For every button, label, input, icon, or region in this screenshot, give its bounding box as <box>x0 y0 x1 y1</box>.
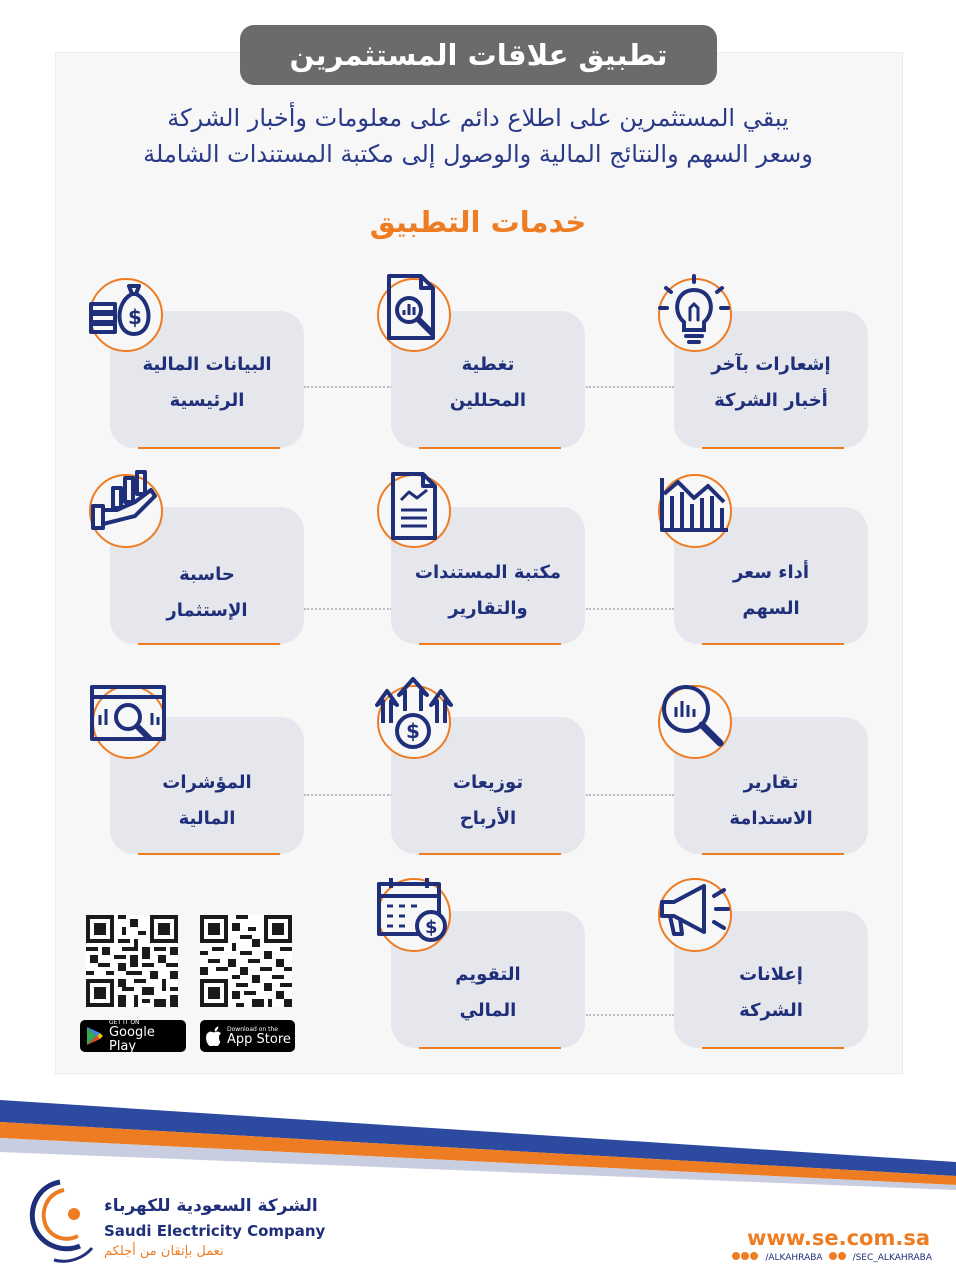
service-label: تغطية المحللين <box>449 354 527 411</box>
megaphone-icon <box>658 878 732 952</box>
qr-code-google-play[interactable] <box>86 915 178 1007</box>
google-play-label: Google Play <box>108 1024 155 1054</box>
money-bag-icon <box>89 278 163 352</box>
qr-pattern <box>86 915 178 1007</box>
google-play-icon <box>86 1026 104 1046</box>
report-document-icon <box>377 474 451 548</box>
service-label: البيانات المالية الرئيسية <box>142 354 272 411</box>
service-label: تقارير الاستدامة <box>729 772 813 829</box>
document-search-icon <box>377 278 451 352</box>
connector <box>586 794 674 796</box>
svg-text:$: $ <box>128 305 142 329</box>
service-label: أداء سعر السهم <box>732 562 810 619</box>
calendar-dollar-icon <box>377 878 451 952</box>
social-icons <box>732 1252 759 1263</box>
company-tagline: نعمل بإتقان من أجلكم <box>104 1244 224 1259</box>
connector <box>586 1014 674 1016</box>
service-label: مكتبة المستندات والتقارير <box>414 562 562 619</box>
service-label: إعلانات الشركة <box>739 964 803 1021</box>
connector <box>586 386 674 388</box>
svg-text:$: $ <box>425 917 438 938</box>
google-play-badge[interactable] <box>80 1020 186 1052</box>
apple-icon <box>206 1026 222 1046</box>
magnifier-chart-icon <box>658 685 732 759</box>
connector <box>304 386 392 388</box>
intro-text <box>90 100 866 172</box>
company-name-en: Saudi Electricity Company <box>104 1222 326 1240</box>
connector <box>304 608 392 610</box>
social-handle-2[interactable]: /SEC_ALKAHRABA <box>852 1252 932 1263</box>
app-store-label: App Store <box>227 1031 291 1047</box>
hand-growth-icon <box>89 474 163 548</box>
dividend-arrows-icon <box>377 685 451 759</box>
dashboard-analytics-icon <box>92 685 166 759</box>
stock-chart-icon <box>658 474 732 548</box>
intro-line-1: يبقي المستثمرين على اطلاع دائم على معلومات وأخبار الشركة <box>167 104 789 132</box>
social-handle-1[interactable]: /ALKAHRABA <box>765 1252 823 1263</box>
app-store-badge[interactable] <box>200 1020 295 1052</box>
services-title: خدمات التطبيق <box>369 205 587 239</box>
website-link[interactable]: www.se.com.sa <box>747 1226 930 1250</box>
connector <box>304 794 392 796</box>
app-store-small: Download on the <box>227 1025 278 1033</box>
service-label: توزيعات الأرباح <box>452 772 524 829</box>
social-icons <box>829 1252 847 1263</box>
service-label: المؤشرات المالية <box>162 772 252 829</box>
service-label: التقويم المالي <box>455 964 521 1021</box>
footer-stripes <box>0 1090 956 1200</box>
intro-line-2: وسعر السهم والنتائج المالية والوصول إلى مكتبة المستندات الشاملة <box>143 140 813 168</box>
svg-text:$: $ <box>406 719 420 743</box>
google-play-small: GET IT ON <box>108 1018 140 1026</box>
service-label: حاسبة الإستثمار <box>166 564 248 621</box>
sec-logo-icon <box>24 1174 98 1266</box>
social-handles <box>732 1252 932 1263</box>
service-label: إشعارات بآخر أخبار الشركة <box>711 354 831 411</box>
company-name-ar: الشركة السعودية للكهرباء <box>104 1196 318 1216</box>
qr-pattern <box>200 915 292 1007</box>
qr-code-app-store[interactable] <box>200 915 292 1007</box>
connector <box>586 608 674 610</box>
page-title: تطبيق علاقات المستثمرين <box>240 25 717 85</box>
lightbulb-icon <box>658 278 732 352</box>
